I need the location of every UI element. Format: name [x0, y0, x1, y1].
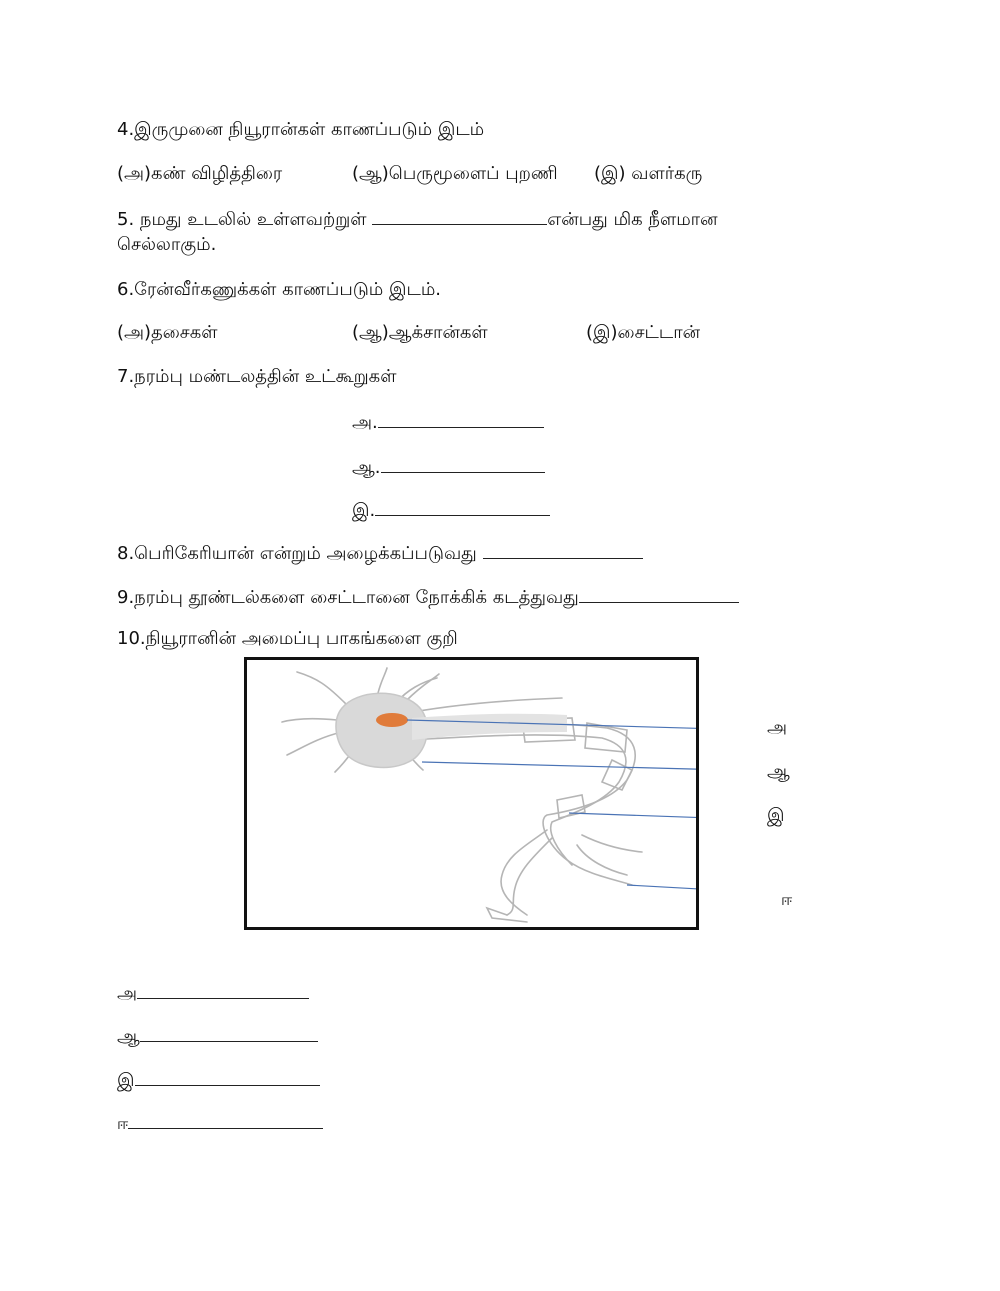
nucleus [376, 713, 408, 727]
q10-answer-ii [117, 1110, 323, 1136]
q9-question: 9.நரம்பு தூண்டல்களை சைட்டானை நோக்கிக் கடத்துவது [117, 587, 579, 608]
q7-answer-i [352, 497, 550, 523]
q4-option-i: (இ) வளர்கரு [594, 163, 703, 184]
q7-question: 7.நரம்பு மண்டலத்தின் உட்கூறுகள் [117, 366, 397, 387]
pointer-arrow-ii [627, 885, 696, 893]
diagram-label-a: அ [767, 717, 788, 738]
q6-option-aa: (ஆ)ஆக்சான்கள் [352, 322, 488, 343]
q10-answer-i [117, 1067, 320, 1093]
q10-blank-a[interactable] [137, 980, 309, 999]
q7-answer-a [352, 409, 544, 435]
q8-line [117, 540, 643, 566]
diagram-label-aa: ஆ [767, 761, 790, 782]
q10-label-aa: ஆ [117, 1026, 140, 1047]
q7-label-aa: ஆ. [352, 457, 381, 478]
q10-question: 10.நியூரானின் அமைப்பு பாகங்களை குறி [117, 628, 458, 649]
q9-line [117, 584, 739, 610]
q5-text-before: 5. நமது உடலில் உள்ளவற்றுள் [117, 209, 367, 230]
q8-answer-blank[interactable] [483, 540, 643, 559]
q4-option-a: (அ)கண் விழித்திரை [117, 163, 283, 184]
q10-answer-a [117, 980, 309, 1006]
q7-blank-i[interactable] [375, 497, 550, 516]
q4-option-aa: (ஆ)பெருமூளைப் புறணி [352, 163, 558, 184]
q10-label-ii: ஈ [117, 1114, 129, 1133]
q7-answer-aa [352, 454, 545, 480]
q10-blank-ii[interactable] [128, 1110, 323, 1129]
q10-answer-aa [117, 1023, 318, 1049]
q6-question: 6.ரேன்வீர்கணுக்கள் காணப்படும் இடம். [117, 279, 442, 300]
q7-blank-aa[interactable] [381, 454, 545, 473]
diagram-label-ii: ஈ [781, 890, 793, 909]
q10-label-i: இ [117, 1070, 135, 1091]
q9-answer-blank[interactable] [579, 584, 739, 603]
pointer-arrow-aa [422, 762, 696, 771]
q7-blank-a[interactable] [378, 409, 544, 428]
diagram-label-i: இ [767, 805, 785, 826]
pointer-arrow-i [569, 813, 696, 820]
q5-line2: செல்லாகும். [117, 234, 217, 255]
q8-question: 8.பெரிகேரியான் என்றும் அழைக்கப்படுவது [117, 543, 477, 564]
q4-question: 4.இருமுனை நியூரான்கள் காணப்படும் இடம் [117, 119, 485, 140]
q7-label-a: அ. [352, 412, 378, 433]
q6-option-a: (அ)தசைகள் [117, 322, 218, 343]
q6-option-i: (இ)சைட்டான் [586, 322, 701, 343]
q5-answer-blank[interactable] [372, 206, 547, 225]
q5-line1 [117, 206, 718, 232]
q7-label-i: இ. [352, 500, 376, 521]
q10-label-a: அ [117, 983, 138, 1004]
neuron-diagram [244, 657, 699, 930]
neuron-illustration [247, 660, 696, 927]
q5-text-after: என்பது மிக நீளமான [547, 209, 718, 230]
q10-blank-aa[interactable] [140, 1023, 318, 1042]
q10-blank-i[interactable] [135, 1067, 320, 1086]
